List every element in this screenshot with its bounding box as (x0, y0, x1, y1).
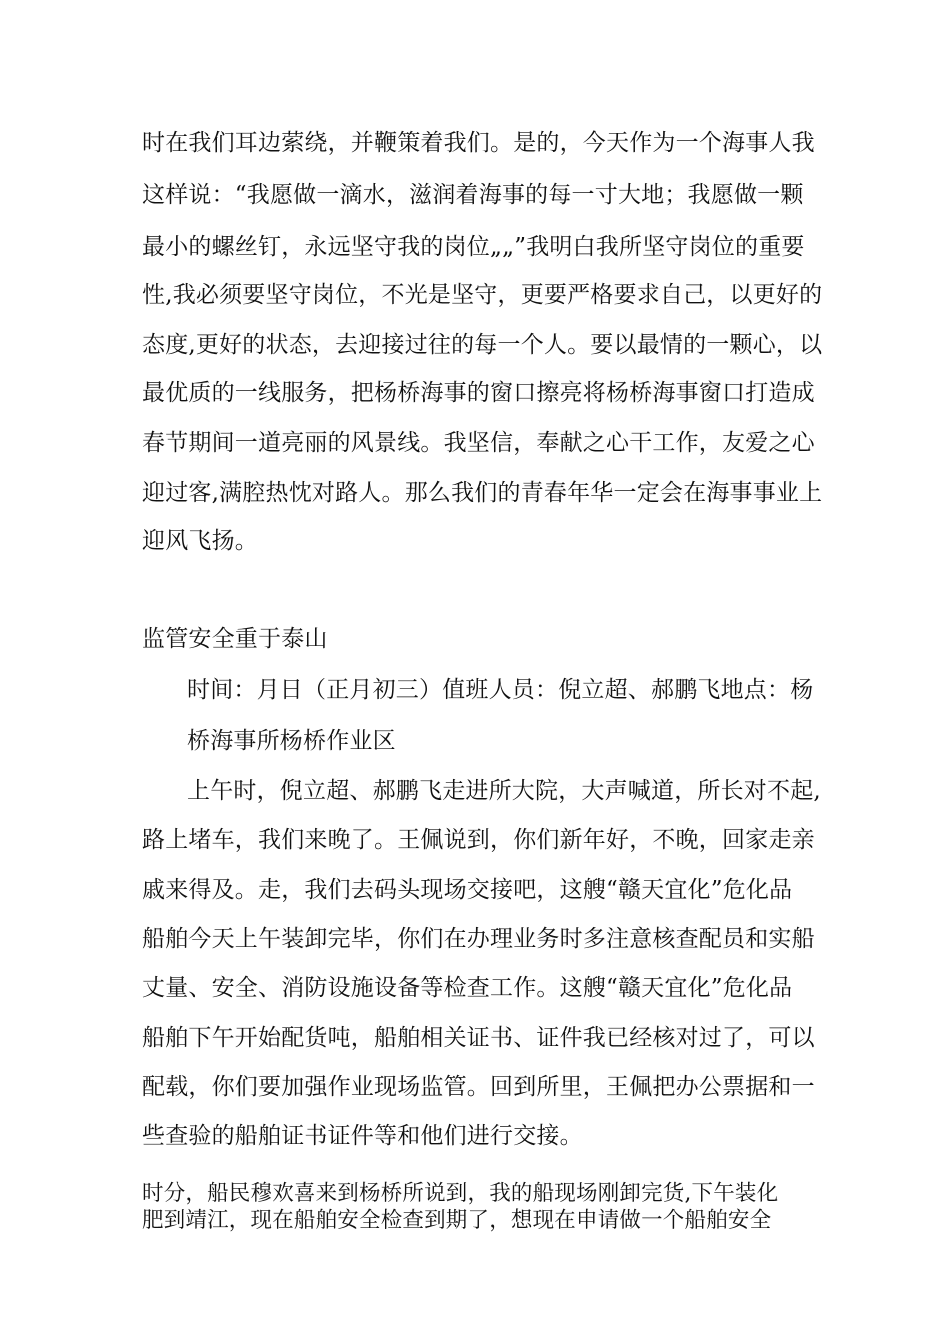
paragraph-2-line-8: 些查验的船舶证书证件等和他们进行交接。 (142, 1123, 583, 1149)
paragraph-1-line-8: 迎过客,满腔热忱对路人。那么我们的青春年华一定会在海事事业上 (142, 480, 823, 506)
paragraph-2-line-3: 戚来得及。走，我们去码头现场交接吧，这艘“赣天宜化”危化品 (142, 877, 793, 903)
section-title: 监管安全重于泰山 (142, 626, 328, 652)
paragraph-2-line-4: 船舶今天上午装卸完毕，你们在办理业务时多注意核查配员和实船 (142, 926, 815, 952)
paragraph-2-line-6: 船舶下午开始配货吨，船舶相关证书、证件我已经核对过了，可以 (142, 1025, 815, 1051)
paragraph-1-line-4: 性,我必须要坚守岗位，不光是坚守，更要严格要求自己，以更好的 (142, 282, 823, 308)
paragraph-2-line-5: 丈量、安全、消防设施设备等检查工作。这艘“赣天宜化”危化品 (142, 975, 793, 1001)
paragraph-1-line-6: 最优质的一线服务，把杨桥海事的窗口擦亮将杨桥海事窗口打造成 (142, 380, 815, 406)
paragraph-1-line-7: 春节期间一道亮丽的风景线。我坚信，奉献之心干工作，友爱之心 (142, 430, 815, 456)
meta-line-1: 时间：月日（正月初三）值班人员：倪立超、郝鹏飞地点：杨 (187, 677, 814, 703)
paragraph-1-line-9: 迎风飞扬。 (142, 528, 258, 554)
paragraph-1-line-5: 态度,更好的状态，去迎接过往的每一个人。要以最情的一颗心，以 (142, 332, 823, 358)
paragraph-3-line-2: 肥到靖江，现在船舶安全检查到期了，想现在申请做一个船舶安全 (142, 1208, 772, 1233)
paragraph-2-line-1: 上午时，倪立超、郝鹏飞走进所大院，大声喊道，所长对不起, (187, 778, 821, 804)
paragraph-2-line-2: 路上堵车，我们来晚了。王佩说到，你们新年好，不晚，回家走亲 (142, 827, 815, 853)
paragraph-1-line-2: 这样说：“我愿做一滴水，滋润着海事的每一寸大地；我愿做一颗 (142, 182, 804, 208)
paragraph-1-line-3: 最小的螺丝钉，永远坚守我的岗位„„”我明白我所坚守岗位的重要 (142, 234, 805, 260)
paragraph-2-line-7: 配载，你们要加强作业现场监管。回到所里，王佩把办公票据和一 (142, 1074, 815, 1100)
paragraph-3-line-1: 时分，船民穆欢喜来到杨桥所说到，我的船现场刚卸完货,下午装化 (142, 1181, 779, 1206)
paragraph-1-line-1: 时在我们耳边萦绕，并鞭策着我们。是的，今天作为一个海事人我 (142, 130, 815, 156)
meta-line-2: 桥海事所杨桥作业区 (187, 728, 396, 754)
